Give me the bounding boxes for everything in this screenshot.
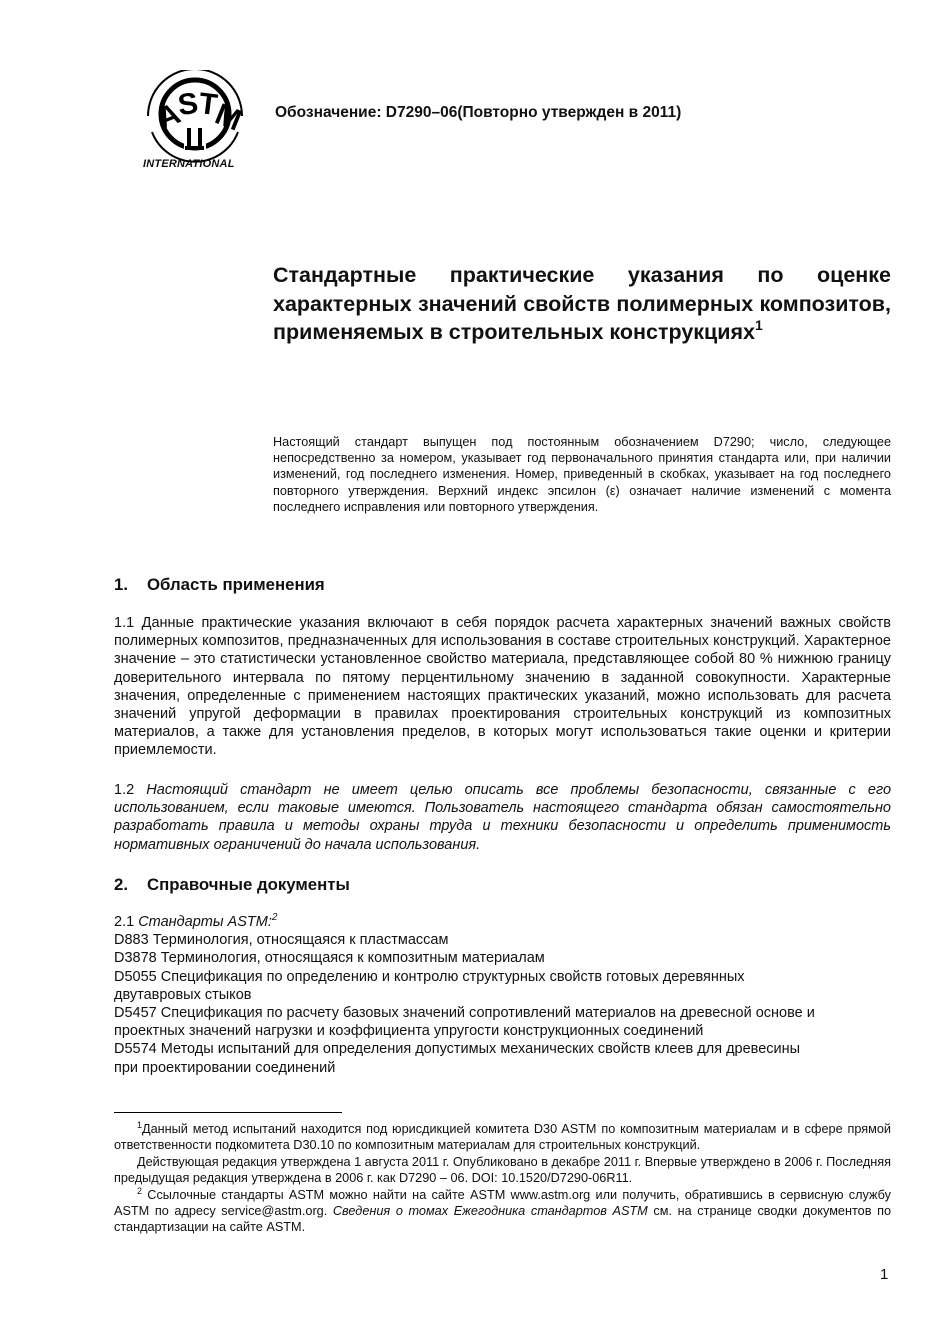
designation: Обозначение: D7290–06(Повторно утвержден в 2011) (275, 104, 682, 121)
standard-notice: Настоящий стандарт выпущен под постоянным обозначением D7290; число, следующее непосредственно за номером, указывает год первоначального принятия стандарта или, при наличии изменений, год последнего изменения. Номер, приведенный в скобках, указывает на год последнего повторного утверждения. Верхний индекс эпсилон (ε) означает наличие изменений с момента последнего исправления или повторного утверждения. (273, 435, 891, 514)
section-number: 2. (114, 875, 128, 894)
title-text: Стандартные практические указания по оценке характерных значений свойств полимерных композитов, применяемых в строительных конструкциях (273, 263, 891, 344)
paragraph-text: Настоящий стандарт не имеет целью описать все проблемы безопасности, связанные с его использованием, если таковые имеются. Пользователь настоящего стандарта обязан самостоятельно разработать правила и методы охраны труда и техники безопасности и определить применимость нормативных ограничений до начала использования. (114, 782, 892, 853)
logo-caption: INTERNATIONAL (143, 158, 235, 170)
reference-line: D3878 Терминология, относящаяся к композитным материалам (114, 950, 545, 967)
paragraph-text: Данные практические указания включают в себя порядок расчета характерных значений важных свойств полимерных композитов, предназначенных для использования в составе строительных конструкций. Характерное значение – это статистически установленное свойство материала, представляющее собой 80 % нижнюю границу доверительного интервала по пятому перцентильному значению в заданной совокупности. Характерные значения, определенные с применением настоящих практических указаний, можно использовать для расчета значений упругой деформации в правилах проектирования строительных конструкций из композитных материалов, а также для установления пределов, в которых могут использоваться такие оценки и критерии приемлемости. (114, 615, 891, 759)
reference-line: D5055 Спецификация по определению и контролю структурных свойств готовых деревянных (114, 968, 745, 985)
document-title (273, 261, 891, 347)
footnote-mark: 2 (137, 1185, 143, 1196)
footnote-2 (114, 1187, 891, 1236)
footnote-ref[interactable]: 2 (271, 912, 278, 923)
section-title: Справочные документы (147, 875, 350, 894)
section-number: 1. (114, 575, 128, 594)
section-heading-scope (114, 575, 325, 595)
paragraph-number: 1.1 (114, 615, 135, 631)
paragraph-number: 2.1 (114, 914, 135, 930)
reference-line: D5457 Спецификация по расчету базовых значений сопротивлений материалов на древесной основе и (114, 1005, 815, 1022)
footnote-mark: 1 (137, 1120, 143, 1130)
section-heading-references (114, 875, 350, 895)
reference-line: при проектировании соединений (114, 1059, 336, 1076)
footnote-1-continued: Действующая редакция утверждена 1 августа 2011 г. Опубликовано в декабре 2011 г. Впервые утверждено в 2006 г. Последняя предыдущая редакция утверждена в 2006 г. как D7290 – 06. DOI: 10.1520/D7290-06R11. (114, 1154, 891, 1186)
footnote-text: Ссылочные стандарты ASTM можно найти на сайте ASTM www.astm.org или получить, обратившись в сервисную службу ASTM по адресу service@astm.org. (114, 1187, 891, 1219)
reference-line: D883 Терминология, относящаяся к пластмассам (114, 932, 449, 949)
reference-list (114, 913, 904, 1077)
title-footnote-ref[interactable]: 1 (755, 317, 763, 333)
section-title: Область применения (147, 575, 325, 594)
paragraph-1-2 (114, 781, 891, 854)
astm-logo (140, 70, 252, 174)
paragraph-1-1 (114, 614, 891, 760)
footnote-divider (114, 1112, 342, 1113)
svg-text:T: T (196, 87, 220, 123)
reference-line: проектных значений нагрузки и коэффициента упругости конструкционных соединений (114, 1023, 704, 1040)
footnote-text-italic: Сведения о томах Ежегодника стандартов ASTM (332, 1204, 648, 1219)
reference-intro (114, 913, 904, 931)
footnotes (114, 1121, 891, 1236)
footnote-1 (114, 1121, 891, 1154)
astm-standards-label: Стандарты ASTM: (138, 914, 272, 930)
paragraph-number: 1.2 (114, 782, 135, 798)
reference-line: D5574 Методы испытаний для определения допустимых механических свойств клеев для древесины (114, 1041, 801, 1058)
footnote-text: см. на странице сводки документов по стандартизации на сайте ASTM. (114, 1204, 892, 1235)
reference-line: двутавровых стыков (114, 986, 252, 1003)
svg-text:S: S (176, 86, 201, 123)
svg-text:A: A (152, 97, 186, 136)
page-number: 1 (880, 1266, 889, 1283)
svg-text:M: M (210, 97, 247, 138)
footnote-text: Данный метод испытаний находится под юрисдикцией комитета D30 ASTM по композитным материалам и в сфере прямой ответственности подкомитета D30.10 по композитным материалам для строительных конструкций. (114, 1122, 891, 1153)
